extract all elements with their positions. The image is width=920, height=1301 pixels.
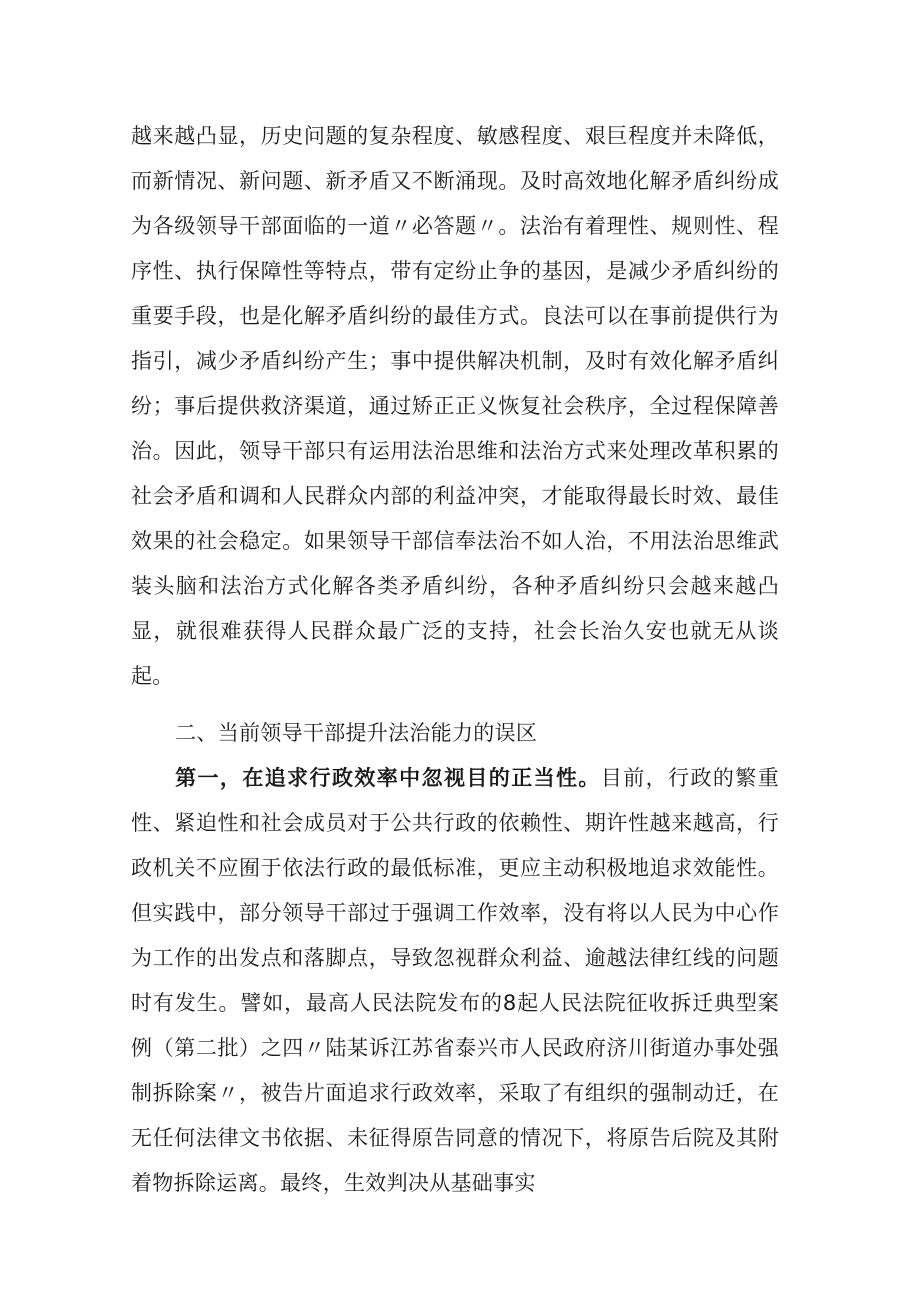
body-paragraph	[131, 756, 779, 1206]
paragraph-lead-sentence: 第一，在追求行政效率中忽视目的正当性。	[175, 766, 601, 790]
paragraph-body-text: 目前，行政的繁重性、紧迫性和社会成员对于公共行政的依赖性、期许性越来越高，行政机关不应囿于依法行政的最低标准，更应主动积极地追求效能性。但实践中，部分领导干部过于强调工作效率，没有将以人民为中心作为工作的出发点和落脚点，导致忽视群众利益、逾越法律红线的问题时有发生。譬如，最高人民法院发布的8起人民法院征收拆迁典型案例（第二批）之四〃陆某诉江苏省泰兴市人民政府济川街道办事处强制拆除案〃，被告片面追求行政效率，采取了有组织的强制动迁，在无任何法律文书依据、未征得原告同意的情况下，将原告后院及其附着物拆除运离。最终，生效判决从基础事实	[131, 766, 779, 1195]
document-page	[131, 114, 779, 1206]
section-heading: 二、当前领导干部提升法治能力的误区	[175, 721, 538, 745]
body-paragraph: 越来越凸显，历史问题的复杂程度、敏感程度、艰巨程度并未降低，而新情况、新问题、新矛盾又不断涌现。及时高效地化解矛盾纠纷成为各级领导干部面临的一道〃必答题〃。法治有着理性、规则性、程序性、执行保障性等特点，带有定纷止争的基因，是减少矛盾纠纷的重要手段，也是化解矛盾纠纷的最佳方式。良法可以在事前提供行为指引，减少矛盾纠纷产生；事中提供解决机制，及时有效化解矛盾纠纷；事后提供救济渠道，通过矫正正义恢复社会秩序，全过程保障善治。因此，领导干部只有运用法治思维和法治方式来处理改革积累的社会矛盾和调和人民群众内部的利益冲突，才能取得最长时效、最佳效果的社会稳定。如果领导干部信奉法治不如人治，不用法治思维武装头脑和法治方式化解各类矛盾纠纷，各种矛盾纠纷只会越来越凸显，就很难获得人民群众最广泛的支持，社会长治久安也就无从谈起。	[131, 124, 779, 688]
